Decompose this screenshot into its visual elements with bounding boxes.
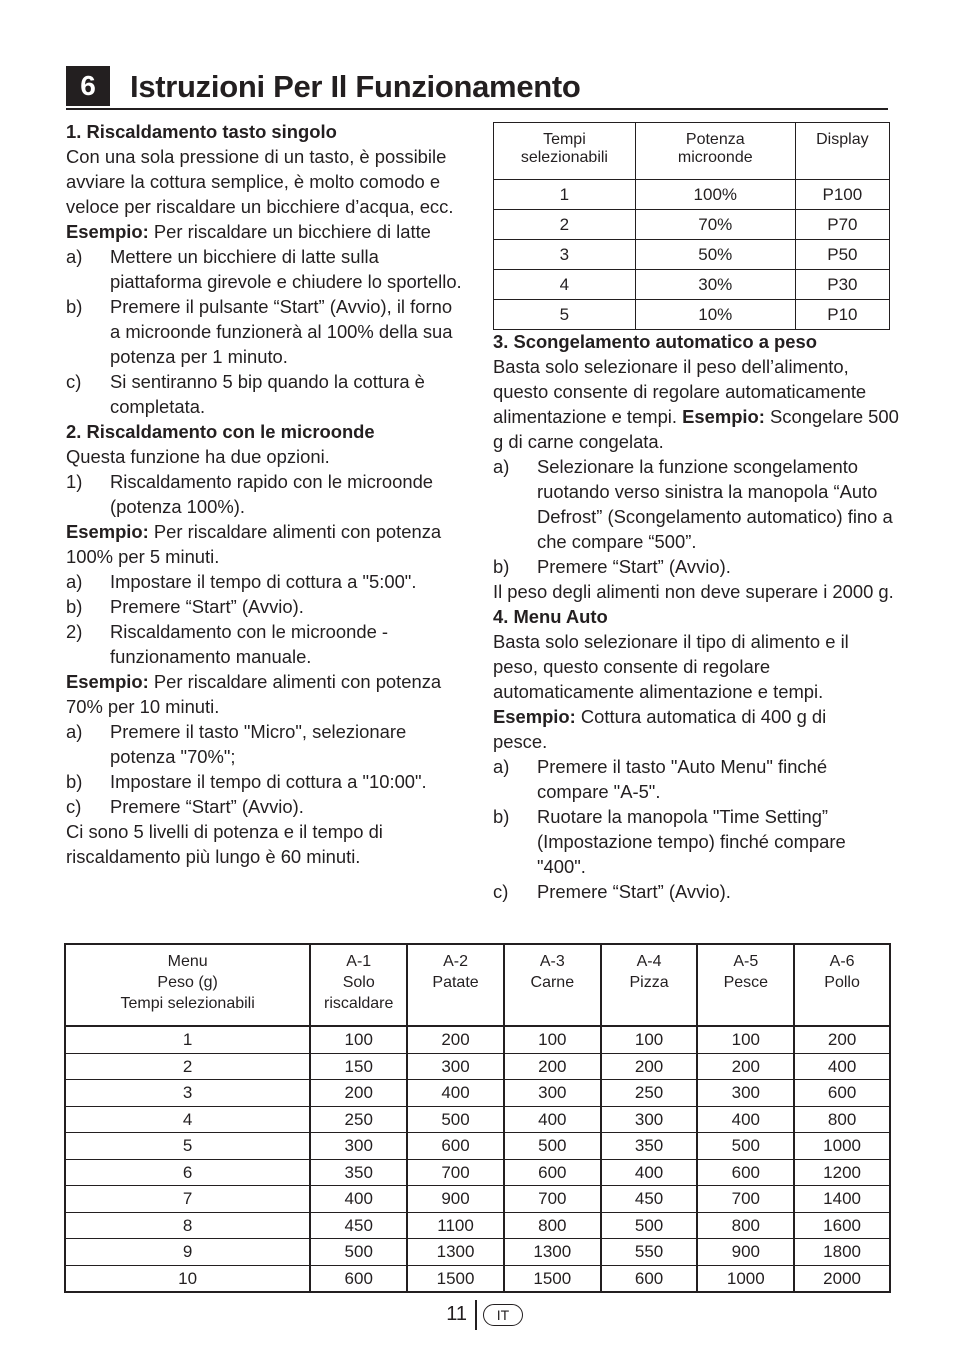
table-row bbox=[65, 1159, 890, 1186]
table-row bbox=[494, 210, 890, 240]
table-cell: 250 bbox=[601, 1080, 698, 1107]
section-3-heading: 3. Scongelamento automatico a peso bbox=[493, 331, 817, 352]
table-cell: 2 bbox=[65, 1053, 310, 1080]
table-cell: 30% bbox=[635, 270, 795, 300]
section-2-intro: Questa funzione ha due opzioni. bbox=[66, 446, 330, 467]
header-line: Patate bbox=[432, 974, 479, 991]
table-cell: 300 bbox=[697, 1080, 794, 1107]
table-cell: 1200 bbox=[794, 1159, 890, 1186]
list-marker: b) bbox=[66, 771, 83, 792]
table-cell: 1000 bbox=[794, 1133, 890, 1160]
table-cell: 250 bbox=[310, 1106, 407, 1133]
section-1-heading: 1. Riscaldamento tasto singolo bbox=[66, 121, 337, 142]
right-column bbox=[493, 329, 907, 904]
table-cell: 2 bbox=[494, 210, 636, 240]
list-marker: b) bbox=[493, 806, 510, 827]
chapter-header bbox=[66, 66, 888, 110]
header-line: Menu bbox=[167, 953, 208, 970]
header-line: Pesce bbox=[723, 974, 769, 991]
list-text: Riscaldamento con le microonde - funzionamento manuale. bbox=[110, 621, 389, 667]
list-text: Ruotare la manopola "Time Setting” (Impostazione tempo) finché compare "400". bbox=[537, 806, 846, 877]
table-cell: 500 bbox=[601, 1212, 698, 1239]
table-header-cell: Tempi selezionabili bbox=[494, 123, 636, 180]
section-3-note: Il peso degli alimenti non deve superare i 2000 g. bbox=[493, 581, 894, 602]
list-marker: 2) bbox=[66, 621, 83, 642]
table-cell: 600 bbox=[504, 1159, 601, 1186]
header-line: Pollo bbox=[824, 974, 860, 991]
header-line: Solo bbox=[342, 974, 375, 991]
list-item bbox=[493, 754, 907, 804]
section-3-body bbox=[493, 354, 907, 454]
table-cell: 1800 bbox=[794, 1239, 890, 1266]
table-cell: 200 bbox=[407, 1026, 504, 1053]
list-item bbox=[66, 594, 462, 619]
table-cell: 8 bbox=[65, 1212, 310, 1239]
table-cell: 5 bbox=[65, 1133, 310, 1160]
table-cell: 200 bbox=[310, 1080, 407, 1107]
example-text: Cottura automatica di 400 g di pesce. bbox=[493, 706, 827, 752]
table-row bbox=[65, 1080, 890, 1107]
table-cell: 1400 bbox=[794, 1186, 890, 1213]
table-cell: 1 bbox=[65, 1026, 310, 1053]
table-cell: 400 bbox=[601, 1159, 698, 1186]
table-cell: 700 bbox=[407, 1159, 504, 1186]
list-marker: 1) bbox=[66, 471, 83, 492]
table-cell: 800 bbox=[794, 1106, 890, 1133]
table-cell: P100 bbox=[795, 180, 889, 210]
list-text: Riscaldamento rapido con le microonde (potenza 100%). bbox=[110, 471, 434, 517]
table-row bbox=[65, 1133, 890, 1160]
list-item bbox=[66, 794, 462, 819]
table-cell: 400 bbox=[697, 1106, 794, 1133]
table-cell: 600 bbox=[407, 1133, 504, 1160]
table-cell: 600 bbox=[697, 1159, 794, 1186]
list-text: Impostare il tempo di cottura a "10:00". bbox=[110, 771, 427, 792]
table-cell: 100 bbox=[601, 1026, 698, 1053]
table-cell: 1000 bbox=[697, 1265, 794, 1292]
table-cell: 800 bbox=[504, 1212, 601, 1239]
list-text: Premere “Start” (Avvio). bbox=[537, 556, 731, 577]
footer-divider bbox=[475, 1300, 477, 1330]
table-row bbox=[494, 270, 890, 300]
section-1-example bbox=[66, 219, 462, 244]
list-text: Premere “Start” (Avvio). bbox=[110, 796, 304, 817]
table-cell: 450 bbox=[310, 1212, 407, 1239]
section-4-example bbox=[493, 704, 873, 754]
list-item bbox=[66, 619, 462, 669]
list-item bbox=[493, 454, 907, 554]
page-number: 11 bbox=[446, 1303, 467, 1325]
table-cell: P30 bbox=[795, 270, 889, 300]
table-cell: 300 bbox=[504, 1080, 601, 1107]
table-cell: 1100 bbox=[407, 1212, 504, 1239]
table-cell: 2000 bbox=[794, 1265, 890, 1292]
table-cell: 200 bbox=[601, 1053, 698, 1080]
section-2-example-2 bbox=[66, 669, 462, 719]
table-cell: 200 bbox=[504, 1053, 601, 1080]
section-4-heading: 4. Menu Auto bbox=[493, 606, 608, 627]
table-row bbox=[65, 1053, 890, 1080]
table-header-cell: Display bbox=[795, 123, 889, 180]
table-row bbox=[65, 1212, 890, 1239]
example-label: Esempio: bbox=[66, 521, 149, 542]
list-text: Premere il pulsante “Start” (Avvio), il forno a microonde funzionerà al 100% della sua potenza per 1 minuto. bbox=[110, 296, 453, 367]
table-cell: 550 bbox=[601, 1239, 698, 1266]
table-cell: P70 bbox=[795, 210, 889, 240]
list-text: Premere “Start” (Avvio). bbox=[537, 881, 731, 902]
table-cell: 600 bbox=[310, 1265, 407, 1292]
header-line: A-6 bbox=[829, 953, 855, 970]
table-row bbox=[65, 1239, 890, 1266]
list-marker: a) bbox=[493, 456, 510, 477]
table-row bbox=[65, 1106, 890, 1133]
header-line: Carne bbox=[530, 974, 575, 991]
table-cell: 500 bbox=[310, 1239, 407, 1266]
table-cell: P50 bbox=[795, 240, 889, 270]
table-cell: 400 bbox=[794, 1053, 890, 1080]
table-header-cell bbox=[65, 944, 310, 1026]
table-cell: 350 bbox=[601, 1133, 698, 1160]
table-cell: 300 bbox=[407, 1053, 504, 1080]
section-1-body: Con una sola pressione di un tasto, è possibile avviare la cottura semplice, è molto comodo e veloce per riscaldare un bicchiere d’acqua, ecc. bbox=[66, 146, 454, 217]
table-cell: 600 bbox=[601, 1265, 698, 1292]
table-cell: 50% bbox=[635, 240, 795, 270]
example-label: Esempio: bbox=[66, 671, 149, 692]
table-header-row bbox=[494, 123, 890, 180]
header-line: Peso (g) bbox=[157, 974, 218, 991]
table-cell: 1600 bbox=[794, 1212, 890, 1239]
header-line: A-4 bbox=[636, 953, 662, 970]
table-row bbox=[65, 1186, 890, 1213]
section-2-heading: 2. Riscaldamento con le microonde bbox=[66, 421, 375, 442]
table-cell: 3 bbox=[494, 240, 636, 270]
table-cell: 500 bbox=[504, 1133, 601, 1160]
table-cell: 100 bbox=[697, 1026, 794, 1053]
table-cell: 500 bbox=[697, 1133, 794, 1160]
table-header-cell bbox=[310, 944, 407, 1026]
list-text: Premere il tasto "Auto Menu" finché compare "A-5". bbox=[537, 756, 828, 802]
table-cell: 150 bbox=[310, 1053, 407, 1080]
page-title: Istruzioni Per Il Funzionamento bbox=[130, 69, 581, 104]
table-header-cell bbox=[794, 944, 890, 1026]
list-item bbox=[493, 554, 907, 579]
list-marker: a) bbox=[493, 756, 510, 777]
list-marker: c) bbox=[66, 796, 82, 817]
list-item bbox=[66, 719, 462, 769]
table-cell: 9 bbox=[65, 1239, 310, 1266]
section-2-example-1 bbox=[66, 519, 462, 569]
table-cell: 3 bbox=[65, 1080, 310, 1107]
list-text: Premere il tasto "Micro", selezionare potenza "70%"; bbox=[110, 721, 407, 767]
list-text: Selezionare la funzione scongelamento ruotando verso sinistra la manopola “Auto Defrost” (Scongelamento automatico) fino a che compare “500”. bbox=[537, 456, 893, 552]
table-cell: 200 bbox=[697, 1053, 794, 1080]
list-item bbox=[66, 769, 462, 794]
table-cell: 600 bbox=[794, 1080, 890, 1107]
table-cell: 700 bbox=[697, 1186, 794, 1213]
list-text: Impostare il tempo di cottura a "5:00". bbox=[110, 571, 417, 592]
list-marker: c) bbox=[66, 371, 82, 392]
list-marker: a) bbox=[66, 721, 83, 742]
list-text: Premere “Start” (Avvio). bbox=[110, 596, 304, 617]
table-cell: 70% bbox=[635, 210, 795, 240]
table-cell: 300 bbox=[601, 1106, 698, 1133]
table-cell: 7 bbox=[65, 1186, 310, 1213]
table-cell: 4 bbox=[494, 270, 636, 300]
language-badge: IT bbox=[483, 1304, 523, 1326]
table-row bbox=[65, 1026, 890, 1053]
table-cell: 700 bbox=[504, 1186, 601, 1213]
table-cell: 1500 bbox=[504, 1265, 601, 1292]
body-text: Basta solo selezionare il peso dell’alimento, questo consente di regolare automaticamente alimentazione e tempi. bbox=[493, 356, 867, 427]
header-line: Tempi selezionabili bbox=[120, 995, 255, 1012]
auto-menu-table bbox=[64, 943, 891, 1293]
chapter-number: 6 bbox=[66, 66, 110, 106]
table-cell: 10 bbox=[65, 1265, 310, 1292]
header-line: riscaldare bbox=[324, 995, 394, 1012]
table-cell: 1500 bbox=[407, 1265, 504, 1292]
table-header-cell bbox=[601, 944, 698, 1026]
list-marker: a) bbox=[66, 571, 83, 592]
example-label: Esempio: bbox=[682, 406, 765, 427]
example-text: Scongelare 500 g di carne congelata. bbox=[493, 406, 899, 452]
list-item bbox=[493, 804, 907, 879]
section-4-body: Basta solo selezionare il tipo di alimento e il peso, questo consente di regolare automaticamente alimentazione e tempi. bbox=[493, 631, 849, 702]
header-line: A-1 bbox=[346, 953, 372, 970]
table-cell: 400 bbox=[504, 1106, 601, 1133]
list-marker: b) bbox=[66, 296, 83, 317]
list-marker: a) bbox=[66, 246, 83, 267]
table-cell: 5 bbox=[494, 300, 636, 330]
table-header-row bbox=[65, 944, 890, 1026]
table-cell: 100% bbox=[635, 180, 795, 210]
header-line: A-3 bbox=[539, 953, 565, 970]
table-row bbox=[494, 300, 890, 330]
table-header-cell bbox=[697, 944, 794, 1026]
list-text: Mettere un bicchiere di latte sulla piattaforma girevole e chiudere lo sportello. bbox=[110, 246, 462, 292]
table-cell: 400 bbox=[310, 1186, 407, 1213]
table-cell: 900 bbox=[697, 1239, 794, 1266]
header-line: Pizza bbox=[629, 974, 669, 991]
power-table bbox=[493, 122, 890, 330]
example-label: Esempio: bbox=[66, 221, 149, 242]
table-cell: 4 bbox=[65, 1106, 310, 1133]
table-cell: 900 bbox=[407, 1186, 504, 1213]
table-cell: 450 bbox=[601, 1186, 698, 1213]
list-marker: b) bbox=[66, 596, 83, 617]
table-header-cell bbox=[407, 944, 504, 1026]
table-cell: 300 bbox=[310, 1133, 407, 1160]
list-item bbox=[493, 879, 907, 904]
table-cell: 800 bbox=[697, 1212, 794, 1239]
list-item bbox=[66, 469, 462, 519]
table-cell: 400 bbox=[407, 1080, 504, 1107]
list-item bbox=[66, 294, 462, 369]
header-line: A-2 bbox=[443, 953, 468, 970]
example-text: Per riscaldare un bicchiere di latte bbox=[148, 221, 431, 242]
list-item bbox=[66, 244, 462, 294]
table-cell: 100 bbox=[310, 1026, 407, 1053]
table-cell: 1300 bbox=[504, 1239, 601, 1266]
table-row bbox=[65, 1265, 890, 1292]
table-row bbox=[494, 240, 890, 270]
table-cell: 6 bbox=[65, 1159, 310, 1186]
header-line: A-5 bbox=[733, 953, 759, 970]
list-text: Si sentiranno 5 bip quando la cottura è completata. bbox=[110, 371, 425, 417]
list-marker: c) bbox=[493, 881, 509, 902]
table-cell: P10 bbox=[795, 300, 889, 330]
left-column bbox=[66, 119, 462, 869]
table-header-cell bbox=[504, 944, 601, 1026]
list-item bbox=[66, 369, 462, 419]
table-cell: 100 bbox=[504, 1026, 601, 1053]
list-item bbox=[66, 569, 462, 594]
list-marker: b) bbox=[493, 556, 510, 577]
example-text: Per riscaldare alimenti con potenza 100% per 5 minuti. bbox=[66, 521, 442, 567]
table-cell: 10% bbox=[635, 300, 795, 330]
table-row bbox=[494, 180, 890, 210]
table-cell: 500 bbox=[407, 1106, 504, 1133]
table-header-cell: Potenza microonde bbox=[635, 123, 795, 180]
example-label: Esempio: bbox=[493, 706, 576, 727]
table-cell: 350 bbox=[310, 1159, 407, 1186]
example-text: Per riscaldare alimenti con potenza 70% per 10 minuti. bbox=[66, 671, 442, 717]
table-cell: 200 bbox=[794, 1026, 890, 1053]
table-cell: 1 bbox=[494, 180, 636, 210]
section-2-outro: Ci sono 5 livelli di potenza e il tempo di riscaldamento più lungo è 60 minuti. bbox=[66, 821, 383, 867]
table-cell: 1300 bbox=[407, 1239, 504, 1266]
